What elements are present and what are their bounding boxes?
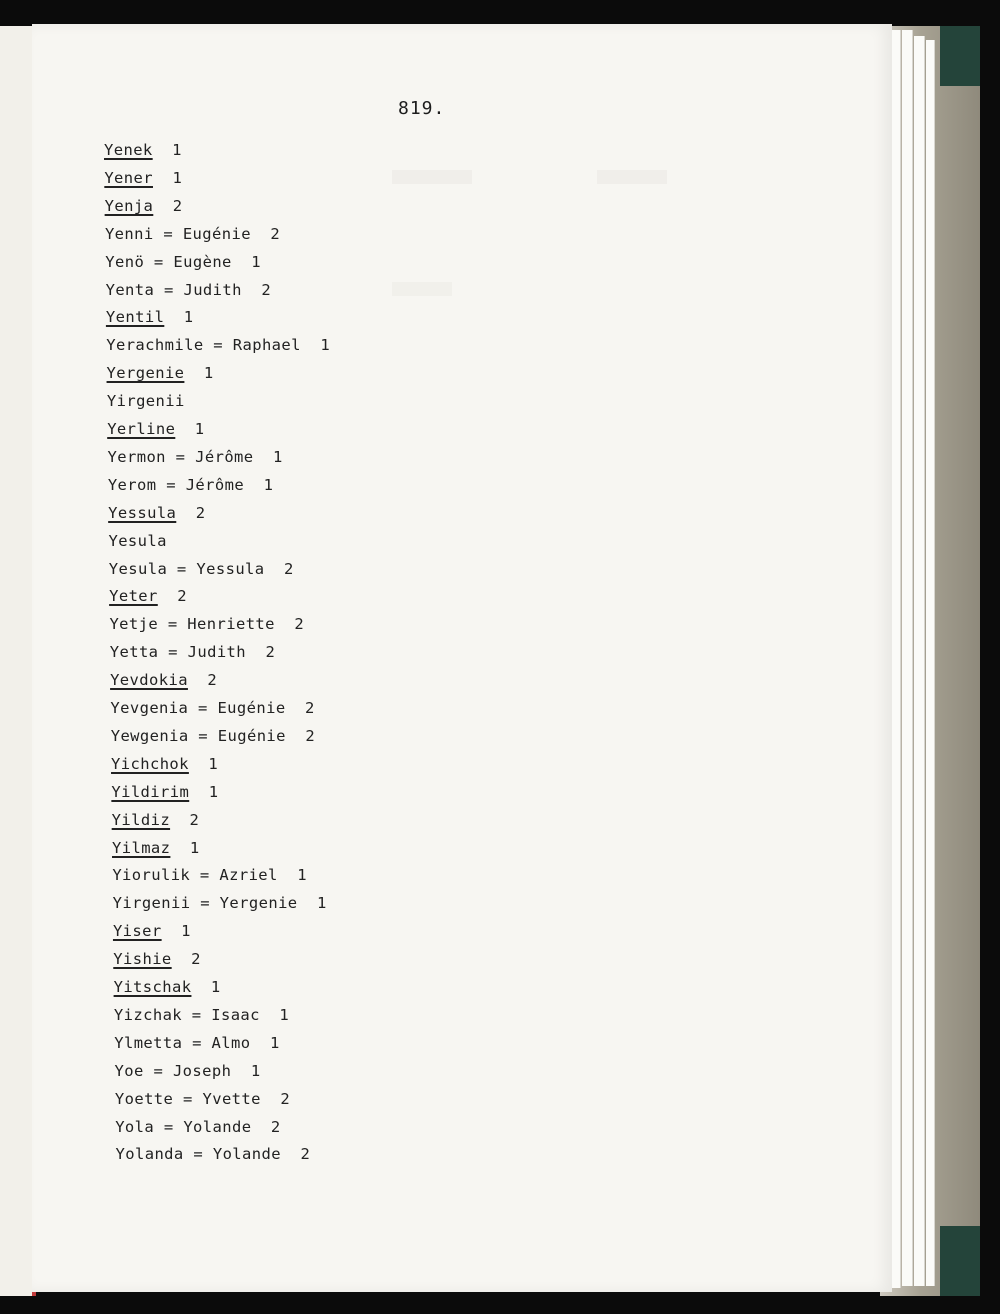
- entry-equivalent: = Raphael: [203, 336, 301, 355]
- entry-row: [106, 336, 330, 354]
- entry-count: 1: [297, 866, 307, 885]
- entry-row: [114, 978, 221, 996]
- entry-row: [111, 783, 218, 801]
- entry-row: [109, 615, 304, 633]
- entry-equivalent: = Yolande: [183, 1145, 281, 1164]
- entry-count: 2: [189, 810, 200, 829]
- entry-name: Yitschak: [113, 978, 192, 996]
- entry-equivalent: = Jérôme: [165, 447, 254, 466]
- entry-name: Yener: [104, 168, 153, 187]
- entry-equivalent: = Eugène: [144, 252, 232, 271]
- entry-name: Yenek: [104, 141, 153, 159]
- entry-row: [115, 1090, 290, 1108]
- entry-count: 1: [181, 922, 191, 941]
- entry-name: Yenö: [105, 252, 145, 271]
- entry-name: Yirgenii: [112, 894, 191, 913]
- entry-count: 1: [194, 420, 205, 438]
- entry-row: [105, 253, 261, 271]
- entry-equivalent: = Azriel: [190, 866, 278, 885]
- entry-name: Yenni: [104, 224, 154, 243]
- show-through: [392, 170, 472, 184]
- entry-count: 2: [270, 1117, 281, 1136]
- entry-row: [115, 1118, 280, 1136]
- entry-row: [112, 839, 200, 857]
- entry-count: 1: [279, 1005, 290, 1024]
- show-through: [392, 282, 452, 296]
- left-page-edge: [0, 26, 36, 1296]
- entry-row: [110, 699, 314, 717]
- entry-count: 1: [203, 364, 214, 383]
- entry-name: Yermon: [107, 447, 166, 466]
- entry-name: Yoe: [114, 1061, 144, 1080]
- entry-count: 2: [305, 699, 315, 717]
- entry-name: Yola: [115, 1117, 155, 1136]
- entry-row: [107, 364, 214, 382]
- entry-name: Yeter: [109, 587, 158, 606]
- page-edge: [926, 40, 935, 1286]
- entry-equivalent: = Eugénie: [153, 224, 251, 243]
- entry-name: Yetta: [109, 643, 159, 662]
- entry-count: 2: [270, 224, 281, 243]
- entry-name: Yenja: [104, 196, 154, 215]
- entry-count: 1: [208, 782, 219, 801]
- entry-row: [105, 197, 183, 215]
- entry-count: 2: [280, 1089, 291, 1108]
- entry-count: 1: [208, 754, 219, 773]
- entry-count: 2: [284, 559, 294, 578]
- entry-name: Yenta: [105, 280, 155, 299]
- entry-equivalent: = Yvette: [173, 1089, 261, 1108]
- entry-count: 1: [172, 141, 182, 159]
- entry-row: [108, 504, 205, 522]
- entry-row: [107, 420, 204, 438]
- entry-count: 2: [207, 671, 218, 690]
- entry-row: [110, 643, 275, 661]
- entry-count: 2: [177, 587, 187, 606]
- entry-count: 1: [250, 1061, 261, 1080]
- entry-equivalent: = Eugénie: [188, 726, 286, 745]
- entry-name: Yichchok: [111, 754, 189, 773]
- entry-count: 2: [172, 196, 183, 215]
- entry-row: [114, 1006, 289, 1024]
- entry-equivalent: = Joseph: [143, 1061, 232, 1080]
- entry-equivalent: = Judith: [158, 643, 247, 662]
- entry-name: Yiser: [112, 922, 162, 941]
- document-page: [32, 24, 892, 1292]
- entry-row: [114, 1034, 279, 1052]
- entry-count: 2: [300, 1145, 311, 1164]
- entry-name: Yerachmile: [106, 336, 204, 355]
- entry-name: Yildiz: [111, 810, 171, 829]
- entry-count: 2: [305, 726, 316, 745]
- entry-name: Yesula: [108, 531, 167, 550]
- entry-name: Yevgenia: [110, 699, 189, 717]
- entry-name: Yerom: [107, 475, 157, 494]
- entry-count: 1: [272, 447, 283, 466]
- entry-row: [106, 308, 194, 326]
- entry-count: 2: [261, 280, 272, 299]
- entry-equivalent: = Jérôme: [156, 475, 245, 494]
- entry-count: 2: [294, 615, 305, 634]
- entry-row: [105, 225, 280, 243]
- entry-count: 2: [195, 503, 206, 522]
- entry-count: 2: [265, 643, 276, 662]
- entry-count: 1: [210, 978, 221, 996]
- page-number: 819.: [398, 98, 446, 119]
- entry-row: [108, 476, 273, 494]
- entry-equivalent: = Almo: [182, 1033, 251, 1052]
- entry-row: [116, 1145, 311, 1163]
- page-edge: [914, 36, 925, 1286]
- entry-equivalent: = Henriette: [158, 615, 275, 634]
- entry-name: Yewgenia: [110, 726, 189, 745]
- entry-name: Yesula: [108, 559, 168, 578]
- entry-name: Yergenie: [106, 364, 185, 383]
- entry-name: Yolanda: [115, 1145, 184, 1164]
- entry-name: Yevdokia: [110, 671, 188, 690]
- show-through: [597, 170, 667, 184]
- entry-row: [113, 894, 327, 912]
- entry-count: 1: [263, 475, 274, 494]
- entry-row: [109, 560, 294, 578]
- entry-row: [113, 922, 191, 940]
- entry-row: [104, 141, 182, 159]
- entry-name: Yentil: [105, 308, 165, 327]
- entry-row: [112, 866, 307, 884]
- entry-name: Yiorulik: [112, 866, 191, 885]
- entry-equivalent: = Yolande: [154, 1117, 252, 1136]
- entry-name: Yirgenii: [106, 392, 185, 411]
- entry-row: [111, 727, 315, 745]
- entry-name: Ylmetta: [114, 1033, 183, 1052]
- entry-name: Yoette: [114, 1089, 174, 1108]
- entry-equivalent: = Isaac: [182, 1005, 260, 1024]
- entry-name: Yizchak: [113, 1005, 183, 1024]
- cover-corner-bottom: [940, 1226, 980, 1296]
- entry-row: [109, 587, 187, 605]
- entry-row: [115, 1062, 261, 1080]
- entry-count: 1: [189, 838, 200, 857]
- entry-equivalent: = Yessula: [167, 559, 265, 578]
- entry-name: Yessula: [108, 503, 177, 522]
- entry-count: 1: [183, 308, 194, 327]
- entry-row: [110, 671, 217, 689]
- entry-equivalent: = Eugénie: [188, 699, 286, 717]
- entry-row: [113, 950, 201, 968]
- entry-name: Yetje: [109, 615, 159, 634]
- cover-corner-top: [940, 26, 980, 86]
- entry-count: 1: [172, 168, 183, 187]
- page-edge: [902, 30, 913, 1286]
- entry-row: [104, 169, 182, 187]
- entry-row: [106, 281, 271, 299]
- entry-count: 1: [317, 894, 327, 913]
- entry-row: [112, 811, 200, 829]
- entry-row: [108, 532, 186, 550]
- entry-count: 2: [191, 950, 201, 969]
- entry-name: Yildirim: [111, 782, 190, 801]
- entry-equivalent: = Yergenie: [190, 894, 298, 913]
- entry-name: Yerline: [107, 420, 176, 438]
- entry-equivalent: = Judith: [154, 280, 242, 299]
- entry-name: Yishie: [113, 950, 172, 969]
- entry-row: [107, 392, 204, 410]
- entry-count: 1: [251, 252, 261, 271]
- entry-name: Yilmaz: [112, 838, 171, 857]
- entry-count: 1: [320, 336, 331, 355]
- entry-row: [108, 448, 283, 466]
- entry-count: 1: [269, 1033, 280, 1052]
- entry-row: [111, 755, 218, 773]
